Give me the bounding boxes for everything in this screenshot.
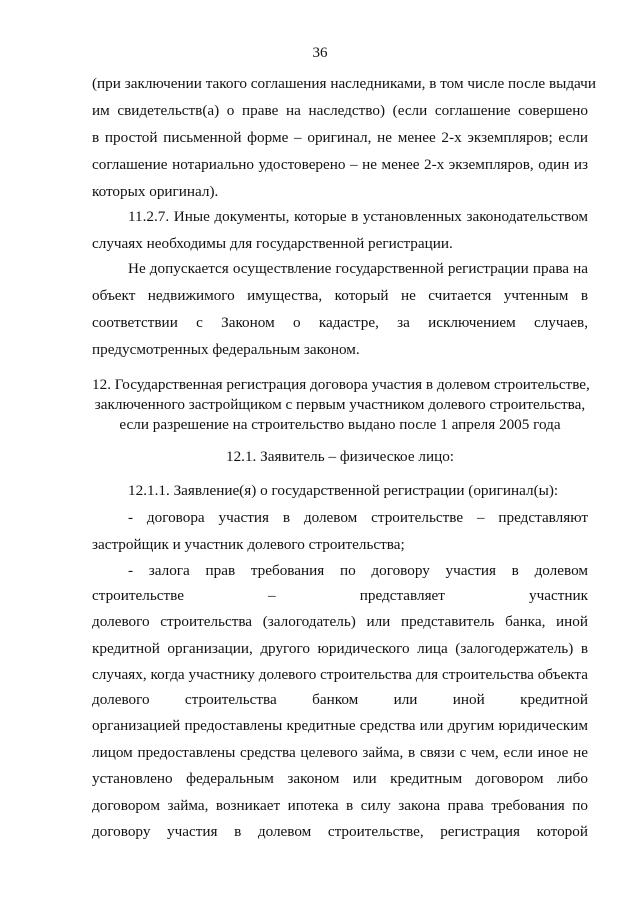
text-line: Не допускается осуществление государственной регистрации права на bbox=[128, 260, 588, 277]
text-line: договором займа, возникает ипотека в силу закона права требования по bbox=[92, 797, 588, 814]
text-line: кредитной организации, другого юридического лица (залогодержатель) в bbox=[92, 640, 588, 657]
text-line: - договора участия в долевом строительстве – представляют bbox=[128, 509, 588, 526]
page-number: 36 bbox=[312, 45, 328, 61]
text-line: если разрешение на строительство выдано после 1 апреля 2005 года bbox=[119, 416, 561, 433]
text-line: - залога прав требования по договору участия в долевом bbox=[128, 562, 588, 579]
text-line: которых оригинал). bbox=[92, 183, 219, 200]
text-line: соглашение нотариально удостоверено – не менее 2-х экземпляров, один из bbox=[92, 156, 588, 173]
text-line: договору участия в долевом строительстве, регистрация которой bbox=[92, 823, 588, 840]
text-line: 12. Государственная регистрация договора участия в долевом строительстве, bbox=[92, 376, 590, 393]
text-line: долевого строительства (залогодатель) или представитель банка, иной bbox=[92, 613, 588, 630]
text-line: в простой письменной форме – оригинал, не менее 2-х экземпляров; если bbox=[92, 129, 588, 146]
text-line: строительстве – представляет участник bbox=[92, 587, 588, 604]
text-line: долевого строительства банком или иной кредитной bbox=[92, 691, 588, 708]
text-line: организацией предоставлены кредитные средства или другим юридическим bbox=[92, 717, 588, 734]
text-line: лицом предоставлены средства целевого займа, в связи с чем, если иное не bbox=[92, 744, 588, 761]
text-line: (при заключении такого соглашения наследниками, в том числе после выдачи bbox=[92, 75, 596, 92]
text-line: застройщик и участник долевого строительства; bbox=[92, 536, 405, 553]
text-line: установлено федеральным законом или кредитным договором либо bbox=[92, 770, 588, 787]
text-line: случаях, когда участнику долевого строительства для строительства объекта bbox=[92, 666, 588, 683]
text-line: соответствии с Законом о кадастре, за исключением случаев, bbox=[92, 314, 588, 331]
text-line: 12.1. Заявитель – физическое лицо: bbox=[225, 448, 455, 465]
text-line: объект недвижимого имущества, который не считается учтенным в bbox=[92, 287, 588, 304]
text-line: предусмотренных федеральным законом. bbox=[92, 341, 360, 358]
text-line: 12.1.1. Заявление(я) о государственной регистрации (оригинал(ы): bbox=[128, 482, 559, 499]
text-line: заключенного застройщиком с первым участником долевого строительства, bbox=[94, 396, 586, 413]
text-line: 11.2.7. Иные документы, которые в установленных законодательством bbox=[128, 208, 588, 225]
text-line: случаях необходимы для государственной регистрации. bbox=[92, 235, 453, 252]
text-line: им свидетельств(а) о праве на наследство) (если соглашение совершено bbox=[92, 102, 588, 119]
